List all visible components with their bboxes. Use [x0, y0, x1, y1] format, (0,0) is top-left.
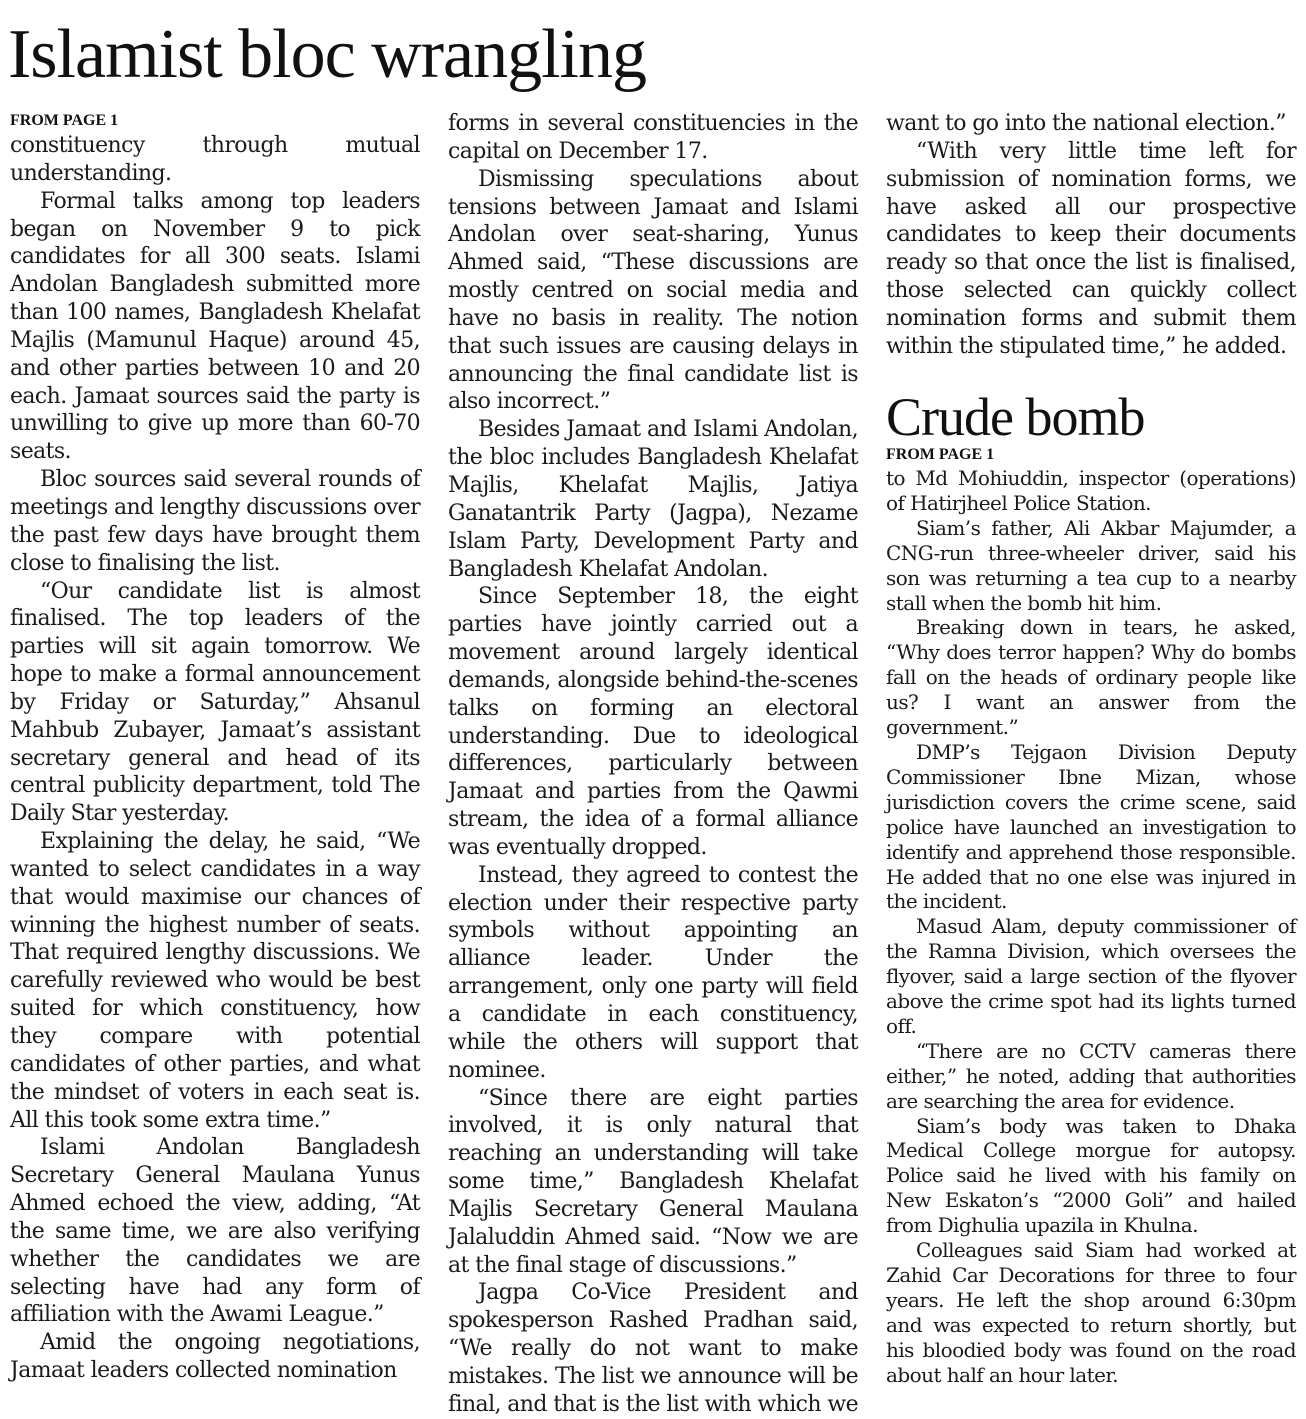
crude-bomb-column — [886, 444, 1296, 1388]
article-column-3 — [886, 110, 1296, 361]
paragraph: Colleagues said Siam had worked at Zahid Car Decorations for three to four years. He left the shop around 6:30pm and was expected to return shortly, but his bloodied body was found on the road about half an hour later. — [886, 1238, 1296, 1387]
article-column-2 — [448, 110, 858, 1419]
paragraph: DMP’s Tejgaon Division Deputy Commissioner Ibne Mizan, whose jurisdiction covers the crime scene, said police have launched an investigation to identify and apprehend those responsible. He added that no one else was injured in the incident. — [886, 739, 1296, 914]
kicker: FROM PAGE 1 — [10, 112, 119, 129]
paragraph: want to go into the national election.” — [886, 111, 1286, 136]
paragraph: constituency through mutual understanding. — [10, 133, 420, 186]
paragraph: “Since there are eight parties involved, it is only natural that reaching an understanding will take some time,” Bangladesh Khelafat Majlis Secretary General Maulana Jalaluddin Ahmed said. “Now we are at the final stage of discussions.” — [448, 1085, 858, 1278]
paragraph: Siam’s father, Ali Akbar Majumder, a CNG-run three-wheeler driver, said his son was returning a tea cup to a nearby stall when the bomb hit him. — [886, 515, 1296, 615]
paragraph: Since September 18, the eight parties have jointly carried out a movement around largely identical demands, alongside behind-the-scenes talks on forming an electoral understanding. Due to ideological differences, particularly between Jamaat and parties from the Qawmi stream, the idea of a formal alliance was eventually dropped. — [448, 584, 858, 860]
paragraph: Masud Alam, deputy commissioner of the Ramna Division, which oversees the flyover, said a large section of the flyover above the crime spot had its lights turned off. — [886, 914, 1296, 1038]
article-column-1 — [10, 110, 420, 1385]
headline-crude-bomb: Crude bomb — [886, 387, 1145, 447]
paragraph: Formal talks among top leaders began on November 9 to pick candidates for all 300 seats. Islami Andolan Bangladesh submitted more than 100 names, Bangladesh Khelafat Majlis (Mamunul Haque) around 45, and other parties between 10 and 20 each. Jamaat sources said the party is unwilling to give up more than 60-70 seats. — [10, 188, 420, 465]
paragraph: Dismissing speculations about tensions between Jamaat and Islami Andolan over seat-sharing, Yunus Ahmed said, “These discussions are mostly centred on social media and have no basis in reality. The notion that such issues are causing delays in announcing the final candidate list is also incorrect.” — [448, 166, 858, 415]
paragraph: Siam’s body was taken to Dhaka Medical College morgue for autopsy. Police said he lived with his family on New Eskaton’s “2000 Goli” and hailed from Dighulia upazila in Khulna. — [886, 1113, 1296, 1238]
paragraph: “There are no CCTV cameras there either,” he noted, adding that authorities are searching the area for evidence. — [886, 1038, 1296, 1113]
paragraph: Jagpa Co-Vice President and spokesperson Rashed Pradhan said, “We really do not want to make mistakes. The list we announce will be final, and that is the list with which we — [448, 1280, 858, 1417]
kicker: FROM PAGE 1 — [886, 446, 995, 463]
paragraph: Bloc sources said several rounds of meetings and lengthy discussions over the past few days have brought them close to finalising the list. — [10, 467, 420, 576]
paragraph: Breaking down in tears, he asked, “Why does terror happen? Why do bombs fall on the heads of ordinary people like us? I want an answer from the government.” — [886, 615, 1296, 740]
paragraph: Amid the ongoing negotiations, Jamaat leaders collected nomination — [10, 1330, 420, 1384]
paragraph: Besides Jamaat and Islami Andolan, the bloc includes Bangladesh Khelafat Majlis, Khelafat Majlis, Jatiya Ganatantrik Party (Jagpa), Nezame Islam Party, Development Party and Bangladesh Khelafat Andolan. — [448, 417, 858, 582]
paragraph: “Our candidate list is almost finalised. The top leaders of the parties will sit again tomorrow. We hope to make a formal announcement by Friday or Saturday,” Ahsanul Mahbub Zubayer, Jamaat’s assistant secretary general and head of its central publicity department, told The Daily Star yesterday. — [10, 578, 420, 827]
paragraph: forms in several constituencies in the capital on December 17. — [448, 111, 858, 164]
paragraph: Islami Andolan Bangladesh Secretary General Maulana Yunus Ahmed echoed the view, adding, “At the same time, we are also verifying whether the candidates we are selecting have had any form of affiliation with the Awami League.” — [10, 1135, 420, 1328]
paragraph: Instead, they agreed to contest the election under their respective party symbols without appointing an alliance leader. Under the arrangement, only one party will field a candidate in each constituency, while the others will support that nominee. — [448, 862, 858, 1083]
paragraph: “With very little time left for submission of nomination forms, we have asked all our prospective candidates to keep their documents ready so that once the list is finalised, those selected can quickly collect nomination forms and submit them within the stipulated time,” he added. — [886, 138, 1296, 359]
paragraph: to Md Mohiuddin, inspector (operations) of Hatirjheel Police Station. — [886, 466, 1296, 515]
paragraph: Explaining the delay, he said, “We wanted to select candidates in a way that would maximise our chances of winning the highest number of seats. That required lengthy discussions. We carefully reviewed who would be best suited for which constituency, how they compare with potential candidates of other parties, and what the mindset of voters in each seat is. All this took some extra time.” — [10, 829, 420, 1133]
headline-islamist-bloc: Islamist bloc wrangling — [8, 16, 647, 93]
